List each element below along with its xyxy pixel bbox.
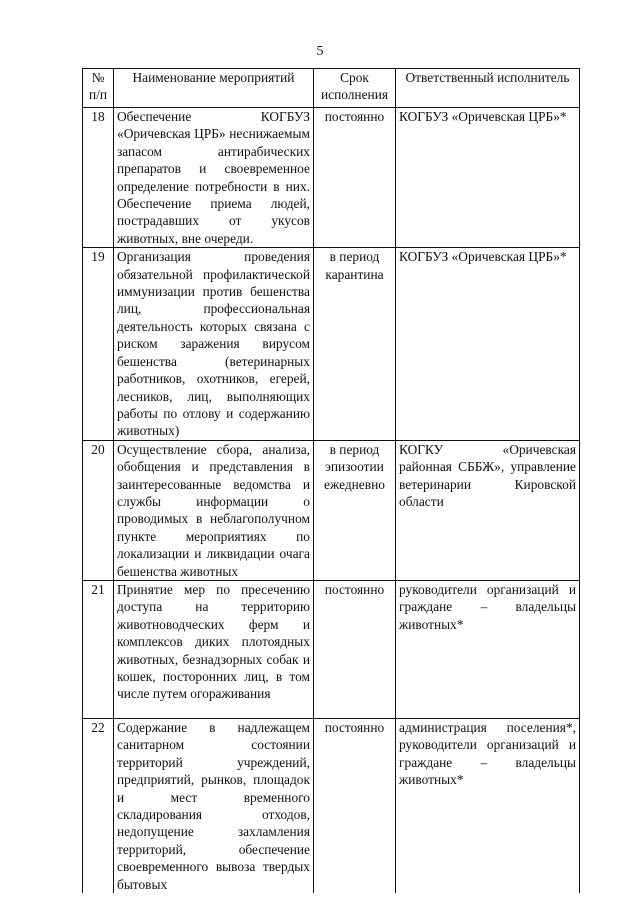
row-measure: Принятие мер по пресечению доступа на территорию животноводческих ферм и комплексов диких плотоядных животных, безнадзорных собак и кошек, посторонних лиц, в том числе путем огораживания bbox=[114, 580, 314, 718]
row-responsible: руководители организаций и граждане – владельцы животных* bbox=[396, 580, 580, 718]
measures-table bbox=[82, 68, 580, 893]
table-row bbox=[83, 248, 580, 440]
row-number: 19 bbox=[83, 248, 114, 440]
table-row bbox=[83, 108, 580, 248]
row-responsible: КОГБУЗ «Оричевская ЦРБ»* bbox=[396, 108, 580, 248]
row-responsible: КОГБУЗ «Оричевская ЦРБ»* bbox=[396, 248, 580, 440]
row-term: в период карантина bbox=[314, 248, 396, 440]
row-measure: Содержание в надлежащем санитарном состоянии территорий учреждений, предприятий, рынков, площадок и мест временного складирования отходов, недопущение захламления территорий, обеспечение своевременного вывоза твердых бытовых bbox=[114, 718, 314, 893]
row-number: 20 bbox=[83, 440, 114, 580]
row-term: в период эпизоотии ежедневно bbox=[314, 440, 396, 580]
header-num: № п/п bbox=[83, 69, 114, 108]
row-term: постоянно bbox=[314, 108, 396, 248]
row-measure: Организация проведения обязательной профилактической иммунизации против бешенства лиц, профессиональная деятельность которых связана с риском заражения вирусом бешенства (ветеринарных работников, охотников, егерей, лесников, лиц, выполняющих работы по отлову и содержанию животных) bbox=[114, 248, 314, 440]
row-number: 21 bbox=[83, 580, 114, 718]
table-row bbox=[83, 718, 580, 893]
header-term: Срок исполнения bbox=[314, 69, 396, 108]
header-responsible: Ответственный исполнитель bbox=[396, 69, 580, 108]
row-measure: Осуществление сбора, анализа, обобщения и представления в заинтересованные ведомства и службы информации о проводимых в неблагополучном пункте мероприятиях по локализации и ликвидации очага бешенства животных bbox=[114, 440, 314, 580]
table-row bbox=[83, 440, 580, 580]
table-row bbox=[83, 580, 580, 718]
row-measure: Обеспечение КОГБУЗ «Оричевская ЦРБ» неснижаемым запасом антирабических препаратов и своевременное определение потребности в них. Обеспечение приема людей, пострадавших от укусов животных, вне очереди. bbox=[114, 108, 314, 248]
row-number: 22 bbox=[83, 718, 114, 893]
header-name: Наименование мероприятий bbox=[114, 69, 314, 108]
row-responsible: КОГКУ «Оричевская районная СББЖ», управление ветеринарии Кировской области bbox=[396, 440, 580, 580]
table-header-row bbox=[83, 69, 580, 108]
row-term: постоянно bbox=[314, 718, 396, 893]
row-responsible: администрация поселения*, руководители организаций и граждане – владельцы животных* bbox=[396, 718, 580, 893]
row-number: 18 bbox=[83, 108, 114, 248]
page-number: 5 bbox=[316, 44, 324, 59]
row-term: постоянно bbox=[314, 580, 396, 718]
